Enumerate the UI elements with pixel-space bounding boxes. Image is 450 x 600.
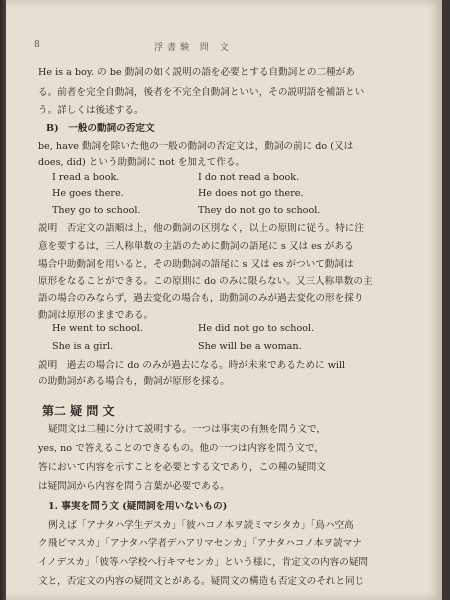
body-line: yes, no で答えることのできるもの。他の一つは内容を問う文で， xyxy=(38,443,324,454)
section-title: 第二 疑 問 文 xyxy=(42,404,115,418)
example-right: They do not go to school. xyxy=(198,205,321,216)
book-page xyxy=(6,0,442,600)
example-left: She is a girl. xyxy=(52,341,114,352)
body-line: He is a boy. の be 動詞の如く説明の語を必要とする自動詞との二種があ xyxy=(38,67,355,78)
body-line: る。前者を完全自動詞，後者を不完全自動詞といい，その説明語を補語とい xyxy=(38,87,365,98)
running-title: 浮書験 問 文 xyxy=(154,43,233,53)
body-line: does, did) という助動詞に not を加えて作る。 xyxy=(38,157,245,168)
explain-line: 意を要するは，三人称単数の主語のために動詞の語尾に s 又は es がある xyxy=(38,241,354,252)
body-line: 疑問文は二種に分けて説明する。一つは事実の有無を問う文で， xyxy=(48,424,327,435)
body-line: 答において内容を示すことを必要とする文であり，この種の疑問文 xyxy=(38,462,326,473)
body-line: イノデスカ」「彼等ハ学校ヘ行キマセンカ」という様に，肯定文の内容の疑問 xyxy=(38,557,369,568)
example-right: She will be a woman. xyxy=(198,341,302,352)
example-right: He does not go there. xyxy=(198,188,304,199)
subheading: 1. 事実を問う文 (疑問詞を用いないもの) xyxy=(48,501,228,512)
heading-b: B) 一般の動詞の否定文 xyxy=(46,123,155,134)
body-line: ク飛ビマスカ」「アナタハ学者デハアリマセンカ」「アナタハコノ本ヲ読マナ xyxy=(38,538,362,549)
explain-line: 説明 否定文の語順は上，他の動詞の区別なく，以上の原則に従う。特に注 xyxy=(38,223,364,234)
page-number: 8 xyxy=(34,40,40,50)
body-line: be, have 動詞を除いた他の一般の動詞の否定文は，動詞の前に do (又は xyxy=(38,141,354,152)
explain-line: 動詞は原形のままである。 xyxy=(38,310,154,321)
example-left: He went to school. xyxy=(52,323,143,334)
explain-line: の助動詞がある場合も，動詞が原形を採る。 xyxy=(38,376,230,387)
body-line: 文と，否定文の内容の疑問文とがある。疑問文の構造も否定文のそれと同じ xyxy=(38,576,365,587)
explain-line: 説明 過去の場合に do のみが過去になる。時が未来であるために will xyxy=(38,360,346,371)
page-header xyxy=(34,40,414,54)
explain-line: 場合中助動詞を用いると，その助動詞の語尾に s 又は es がついて動詞は xyxy=(38,259,354,270)
example-right: He did not go to school. xyxy=(198,323,315,334)
example-right: I do not read a book. xyxy=(198,172,300,183)
body-line: う。詳しくは後述する。 xyxy=(38,105,144,116)
body-line: 例えば「アナタハ学生デスカ」「彼ハコノ本ヲ読ミマシタカ」「鳥ハ空高 xyxy=(48,520,354,531)
example-left: He goes there. xyxy=(52,188,124,199)
explain-line: 原形をなることができる。この原則に do のみに限らない。又三人称単数の主 xyxy=(38,276,373,287)
example-left: I read a book. xyxy=(52,172,120,183)
explain-line: 語の場合のみならず，過去変化の場合も，助動詞のみが過去変化の形を採り xyxy=(38,293,364,304)
body-line: は疑問詞から内容を問う言葉が必要である。 xyxy=(38,481,230,492)
example-left: They go to school. xyxy=(52,205,141,216)
